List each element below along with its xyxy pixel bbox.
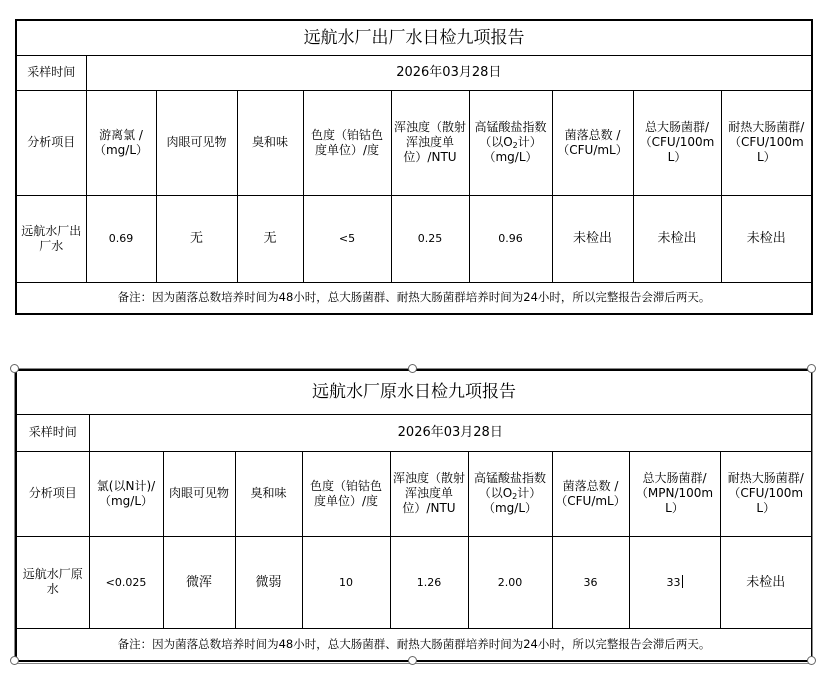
header-permanganate-index[interactable]: 高锰酸盐指数（以$O_2$计）（mg/L）: [468, 451, 552, 536]
value-total-coliform: 未检出: [633, 195, 721, 282]
sampling-date[interactable]: 2026年03月28日: [89, 414, 812, 451]
header-odor-taste: 臭和味: [237, 90, 303, 195]
report-note: 备注：因为菌落总数培养时间为48小时，总大肠菌群、耐热大肠菌群培养时间为24小时，所以完整报告会滞后两天。: [16, 282, 812, 314]
resize-handle-top[interactable]: [408, 364, 417, 373]
sample-name[interactable]: 远航水厂原水: [16, 536, 89, 628]
value-total-coliform[interactable]: [629, 536, 720, 628]
value-visible-matter[interactable]: 微浑: [163, 536, 235, 628]
value-color[interactable]: 10: [302, 536, 390, 628]
resize-handle-top-left[interactable]: [10, 364, 19, 373]
report-table-raw-water[interactable]: [15, 369, 813, 662]
header-chlorine-as-n[interactable]: 氯(以N计)/（mg/L）: [89, 451, 163, 536]
report-note[interactable]: 备注：因为菌落总数培养时间为48小时，总大肠菌群、耐热大肠菌群培养时间为24小时，所以完整报告会滞后两天。: [16, 628, 812, 661]
sampling-time-label[interactable]: 采样时间: [16, 414, 89, 451]
header-thermotolerant-coliform: 耐热大肠菌群/（CFU/100mL）: [721, 90, 812, 195]
value-total-coliform-text[interactable]: 33: [666, 575, 681, 589]
resize-handle-bottom-right[interactable]: [807, 656, 816, 665]
value-total-bacteria[interactable]: 36: [552, 536, 629, 628]
value-chlorine-as-n[interactable]: <0.025: [89, 536, 163, 628]
value-permanganate-index: 0.96: [469, 195, 552, 282]
value-odor-taste: 无: [237, 195, 303, 282]
analysis-item-label[interactable]: 分析项目: [16, 451, 89, 536]
header-turbidity[interactable]: 浑浊度（散射浑浊度单位）/NTU: [390, 451, 468, 536]
report-title: 远航水厂出厂水日检九项报告: [16, 20, 812, 55]
analysis-item-label: 分析项目: [16, 90, 86, 195]
sample-name: 远航水厂出厂水: [16, 195, 86, 282]
header-total-bacteria[interactable]: 菌落总数 /（CFU/mL）: [552, 451, 629, 536]
header-color[interactable]: 色度（铂钴色度单位）/度: [302, 451, 390, 536]
header-total-bacteria: 菌落总数 /（CFU/mL）: [552, 90, 633, 195]
header-total-coliform: 总大肠菌群/（CFU/100mL）: [633, 90, 721, 195]
value-turbidity[interactable]: 1.26: [390, 536, 468, 628]
value-visible-matter: 无: [156, 195, 237, 282]
value-thermotolerant-coliform: 未检出: [721, 195, 812, 282]
resize-handle-top-right[interactable]: [807, 364, 816, 373]
header-permanganate-index: 高锰酸盐指数（以$O_2$计）（mg/L）: [469, 90, 552, 195]
report-title[interactable]: 远航水厂原水日检九项报告: [16, 370, 812, 414]
text-cursor: [682, 575, 683, 588]
value-thermotolerant-coliform[interactable]: 未检出: [720, 536, 812, 628]
sampling-date: 2026年03月28日: [86, 55, 812, 90]
value-total-bacteria: 未检出: [552, 195, 633, 282]
header-visible-matter[interactable]: 肉眼可见物: [163, 451, 235, 536]
header-visible-matter: 肉眼可见物: [156, 90, 237, 195]
report-table-effluent: [15, 19, 813, 315]
value-odor-taste[interactable]: 微弱: [235, 536, 302, 628]
header-turbidity: 浑浊度（散射浑浊度单位）/NTU: [391, 90, 469, 195]
resize-handle-bottom-left[interactable]: [10, 656, 19, 665]
header-total-coliform[interactable]: 总大肠菌群/（MPN/100mL）: [629, 451, 720, 536]
value-color: <5: [303, 195, 391, 282]
header-thermotolerant-coliform[interactable]: 耐热大肠菌群/（CFU/100mL）: [720, 451, 812, 536]
sampling-time-label: 采样时间: [16, 55, 86, 90]
value-turbidity: 0.25: [391, 195, 469, 282]
header-odor-taste[interactable]: 臭和味: [235, 451, 302, 536]
resize-handle-bottom[interactable]: [408, 656, 417, 665]
value-permanganate-index[interactable]: 2.00: [468, 536, 552, 628]
header-free-chlorine: 游离氯 /（mg/L）: [86, 90, 156, 195]
value-free-chlorine: 0.69: [86, 195, 156, 282]
header-color: 色度（铂钴色度单位）/度: [303, 90, 391, 195]
